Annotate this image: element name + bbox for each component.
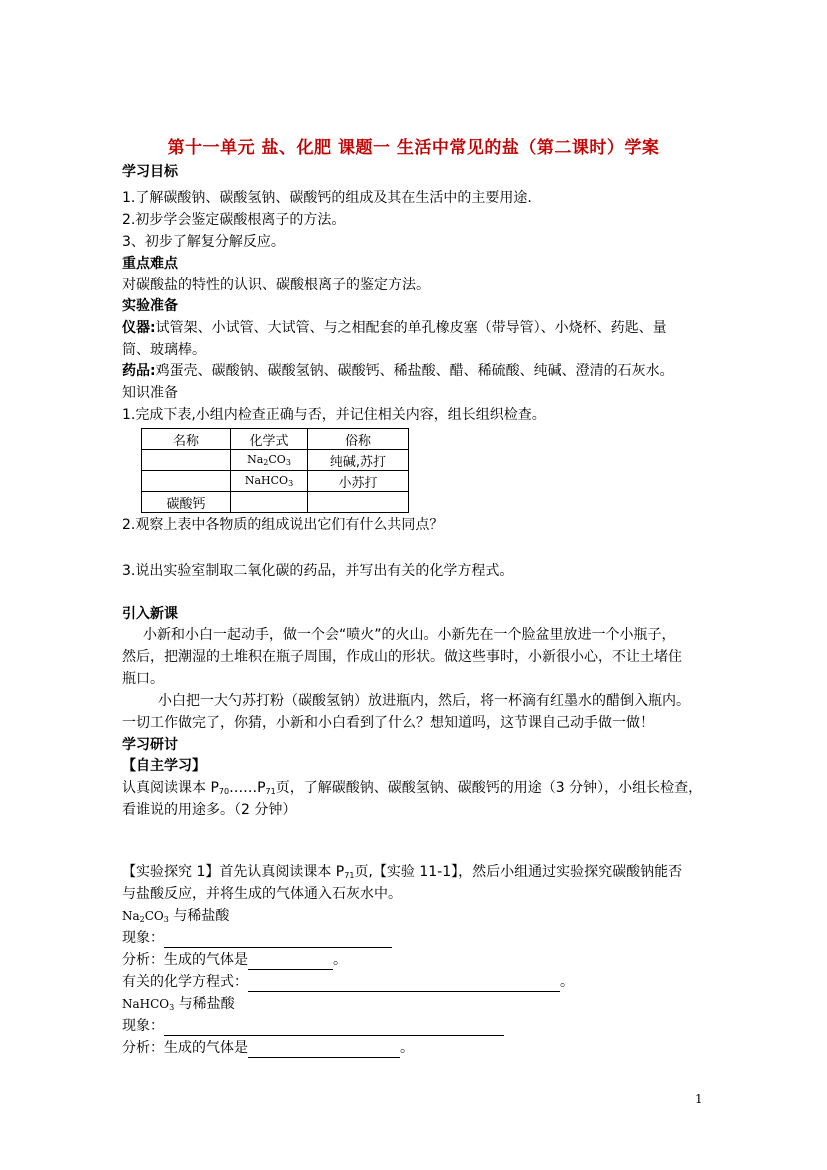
knowledge-heading: 知识准备 [122,385,178,401]
goal-item: 2.初步学会鉴定碳酸根离子的方法。 [122,212,346,228]
keypoints-text: 对碳酸盐的特性的认识、碳酸根离子的鉴定方法。 [122,277,430,293]
observation-line [122,928,392,948]
self-study-text-c: 页，了解碳酸钠、碳酸氢钠、碳酸钙的用途（3 分钟），小组长检查， [275,780,703,796]
gas-blank[interactable] [248,1043,400,1058]
page-sub: 71 [265,787,276,796]
drug-label: 药品: [122,363,156,379]
period: 。 [333,952,347,968]
table-cell: 纯碱,苏打 [308,450,409,471]
table-row [142,450,409,471]
table-row [142,471,409,492]
analysis-line [122,950,347,970]
experiment-text-b: 页,【实验 11-1】，然后小组通过实验探究碳酸钠能否 [354,864,683,880]
intro-paragraph: 然后，把潮湿的土堆积在瓶子周围，作成山的形状。做这些事时，小新很小心，不让土堵住 [122,649,682,665]
instrument-text: 试管架、小试管、大试管、与之相配套的单孔橡皮塞（带导管）、小烧杯、药匙、量 [155,320,667,336]
table-cell[interactable] [142,471,231,492]
instrument-text-cont: 筒、玻璃棒。 [122,342,206,358]
table-header: 化学式 [231,429,308,450]
analysis-label: 分析：生成的气体是 [122,952,248,968]
goals-heading: 学习目标 [122,164,178,180]
table-cell: 小苏打 [308,471,409,492]
page-sub: 71 [344,871,355,880]
goal-item: 3、初步了解复分解反应。 [122,234,285,250]
table-header: 俗称 [308,429,409,450]
period: 。 [400,1040,414,1056]
self-study-text: 看谁说的用途多。（2 分钟） [122,802,297,818]
experiment-text [122,862,682,886]
table-row [142,492,409,513]
equation-label: 有关的化学方程式： [122,974,248,990]
page-sub: 70 [218,787,230,796]
table-cell: 碳酸钙 [142,492,231,513]
experiment-text-a: 【实验探究 1】首先认真阅读课本 P [122,864,345,880]
observation-label: 现象： [122,930,164,946]
page-title: 第十一单元 盐、化肥 课题一 生活中常见的盐（第二课时）学案 [167,138,660,158]
self-study-text [122,778,702,802]
instrument-line [122,318,667,338]
observation-line [122,1016,504,1036]
table-header: 名称 [142,429,231,450]
table-cell-formula: $Na_2CO_3$ [231,450,308,471]
goal-item: 1.了解碳酸钠、碳酸氢钠、碳酸钙的组成及其在生活中的主要用途. [122,190,532,206]
table-cell[interactable] [231,492,308,513]
nahco3-label: NaHCO$_3$ 与稀盐酸 [122,996,235,1012]
page-number: 1 [695,1092,703,1106]
table-cell[interactable] [142,450,231,471]
equation-line [122,972,574,992]
question-3: 3.说出实验室制取二氧化碳的药品，并写出有关的化学方程式。 [122,563,514,579]
prep-heading: 实验准备 [122,298,178,314]
experiment-text: 与盐酸反应，并将生成的气体通入石灰水中。 [122,886,402,902]
study-heading: 学习研讨 [122,737,178,753]
drug-line [122,361,674,381]
table-cell-formula: NaHCO$_3$ [231,471,308,492]
period: 。 [560,974,574,990]
intro-paragraph: 小白把一大勺苏打粉（碳酸氢钠）放进瓶内，然后，将一杯滴有红墨水的醋倒入瓶内。 [158,693,690,709]
self-study-label: 【自主学习】 [122,758,206,774]
observation-blank[interactable] [164,1021,504,1036]
observation-blank[interactable] [164,933,392,948]
intro-paragraph: 小新和小白一起动手，做一个会“喷火”的火山。小新先在一个脸盆里放进一个小瓶子， [143,627,676,643]
intro-heading: 引入新课 [122,606,178,622]
keypoints-heading: 重点难点 [122,256,178,272]
table-header-row [142,429,409,450]
intro-paragraph: 一切工作做完了，你猜，小新和小白看到了什么？想知道吗，这节课自己动手做一做！ [122,715,654,731]
instrument-label: 仪器: [122,320,156,336]
drug-text: 鸡蛋壳、碳酸钠、碳酸氢钠、碳酸钙、稀盐酸、醋、稀硫酸、纯碱、澄清的石灰水。 [155,363,674,379]
self-study-text-a: 认真阅读课本 P [122,780,219,796]
analysis-line [122,1038,414,1058]
observation-label: 现象： [122,1018,164,1034]
intro-paragraph: 瓶口。 [122,671,164,687]
equation-blank[interactable] [248,977,560,992]
question-1: 1.完成下表,小组内检查正确与否，并记住相关内容，组长组织检查。 [122,407,546,423]
analysis-label: 分析：生成的气体是 [122,1040,248,1056]
gas-blank[interactable] [248,955,333,970]
compound-table [141,428,409,513]
na2co3-label: $Na_2CO_3$ 与稀盐酸 [122,908,230,924]
table-cell[interactable] [308,492,409,513]
self-study-text-b: ……P [229,780,266,796]
question-2: 2.观察上表中各物质的组成说出它们有什么共同点？ [122,517,444,533]
